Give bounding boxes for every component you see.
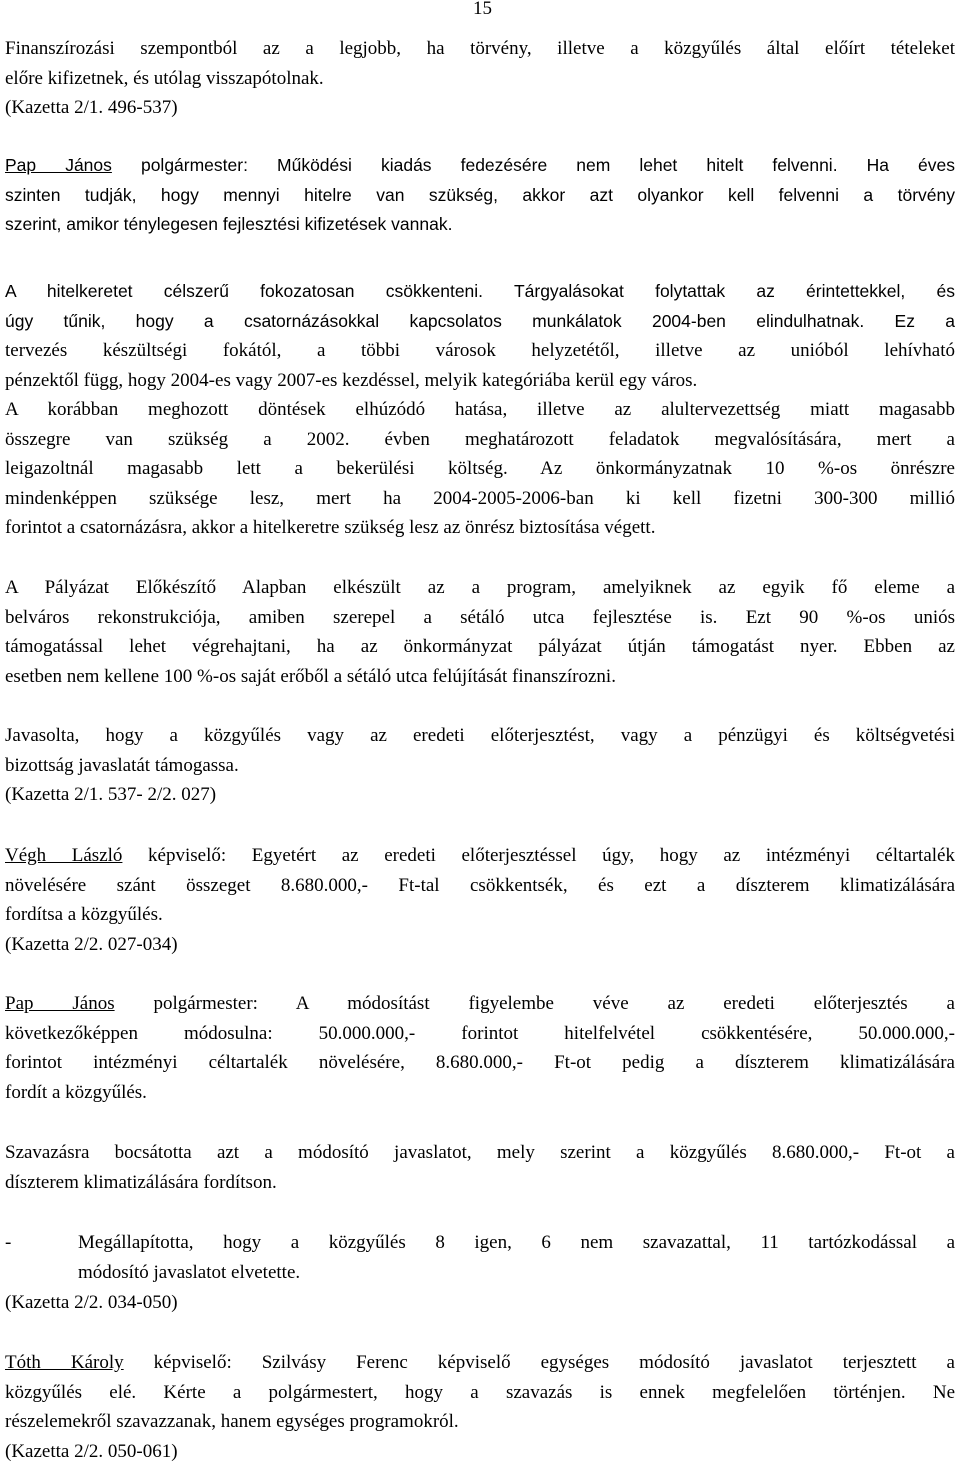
paragraph-line: támogatással lehet végrehajtani, ha az önkormányzat pályázat útján támogatást nyer. Ebben az	[5, 632, 955, 662]
paragraph-line: módosító javaslatot elvetette.	[78, 1258, 955, 1288]
paragraph-line: fordít a közgyűlés.	[5, 1078, 955, 1108]
speaker-text: képviselő: Szilvásy Ferenc képviselő egységes módosító javaslatot terjesztett a	[124, 1352, 955, 1373]
paragraph-mayor-modification	[5, 989, 955, 1107]
paragraph-proposal	[5, 721, 955, 810]
paragraph-line: A korábban meghozott döntések elhúzódó hatása, illetve az alultervezettség miatt magasabb	[5, 395, 955, 425]
paragraph-line: szinten tudják, hogy mennyi hitelre van szükség, akkor azt olyankor kell felvenni a törvény	[5, 181, 955, 211]
paragraph-line: mindenképpen szüksége lesz, mert ha 2004-2005-2006-ban ki kell fizetni 300-300 millió	[5, 484, 955, 514]
paragraph-line	[5, 1348, 955, 1378]
list-dash: -	[5, 1228, 11, 1258]
vote-result-text	[78, 1228, 955, 1287]
paragraph-credit-line	[5, 277, 955, 543]
paragraph-line	[5, 151, 955, 181]
paragraph-line: forintot a csatornázásra, akkor a hitelkeretre szükség lesz az önrész biztosítása végett.	[5, 513, 955, 543]
paragraph-line: részelemekről szavazzanak, hanem egységes programokról.	[5, 1407, 955, 1437]
paragraph-line: forintot intézményi céltartalék növelésére, 8.680.000,- Ft-ot pedig a díszterem klimatizálására	[5, 1048, 955, 1078]
paragraph-tender-fund	[5, 573, 955, 691]
paragraph-line	[5, 989, 955, 1019]
paragraph-line: előre kifizetnek, és utólag visszapótolnak.	[5, 64, 955, 94]
paragraph-vegh-laszlo	[5, 841, 955, 959]
speaker-text: polgármester: A módosítást figyelembe véve az eredeti előterjesztés a	[115, 993, 955, 1014]
paragraph-line: esetben nem kellene 100 %-os saját erőből a sétáló utca felújítását finanszírozni.	[5, 662, 955, 692]
speaker-name: Pap János	[5, 155, 112, 175]
tape-reference: (Kazetta 2/1. 537- 2/2. 027)	[5, 780, 955, 810]
speaker-name: Végh László	[5, 845, 122, 866]
paragraph-line: Finanszírozási szempontból az a legjobb, ha törvény, illetve a közgyűlés által előírt tételeket	[5, 34, 955, 64]
speaker-name: Tóth Károly	[5, 1352, 124, 1373]
paragraph-line: növelésére szánt összeget 8.680.000,- Ft-tal csökkentsék, és ezt a díszterem klimatizálására	[5, 871, 955, 901]
speaker-text: képviselő: Egyetért az eredeti előterjesztéssel úgy, hogy az intézményi céltartalék	[122, 845, 955, 866]
paragraph-line: tervezés készültségi fokától, a többi városok helyzetétől, illetve az unióból lehívható	[5, 336, 955, 366]
paragraph-line: Megállapította, hogy a közgyűlés 8 igen, 6 nem szavazattal, 11 tartózkodással a	[78, 1228, 955, 1258]
paragraph-toth-karoly	[5, 1348, 955, 1466]
tape-reference: (Kazetta 2/2. 034-050)	[5, 1288, 955, 1318]
paragraph-line: A hitelkeretet célszerű fokozatosan csökkenteni. Tárgyalásokat folytattak az érintettekkel, és	[5, 277, 955, 307]
paragraph-line: összegre van szükség a 2002. évben meghatározott feladatok megvalósítására, mert a	[5, 425, 955, 455]
paragraph-line: Szavazásra bocsátotta azt a módosító javaslatot, mely szerint a közgyűlés 8.680.000,- Ft-ot a	[5, 1138, 955, 1168]
page-number: 15	[473, 0, 503, 24]
tape-reference: (Kazetta 2/2. 050-061)	[5, 1437, 955, 1466]
tape-reference-block	[5, 1288, 955, 1318]
speaker-text: polgármester: Működési kiadás fedezésére nem lehet hitelt felvenni. Ha éves	[112, 155, 955, 175]
tape-reference: (Kazetta 2/1. 496-537)	[5, 93, 955, 123]
paragraph-line: Javasolta, hogy a közgyűlés vagy az eredeti előterjesztést, vagy a pénzügyi és költségvetési	[5, 721, 955, 751]
paragraph-financing	[5, 34, 955, 123]
paragraph-line	[5, 841, 955, 871]
paragraph-vote-call	[5, 1138, 955, 1197]
paragraph-line: leigazoltnál magasabb lett a bekerülési költség. Az önkormányzatnak 10 %-os önrészre	[5, 454, 955, 484]
paragraph-line: közgyűlés elé. Kérte a polgármestert, hogy a szavazás is ennek megfelelően történjen. Ne	[5, 1378, 955, 1408]
paragraph-line: bizottság javaslatát támogassa.	[5, 751, 955, 781]
speaker-name: Pap János	[5, 993, 115, 1014]
paragraph-line: belváros rekonstrukciója, amiben szerepel a sétáló utca fejlesztése is. Ezt 90 %-os uniós	[5, 603, 955, 633]
paragraph-line: pénzektől függ, hogy 2004-es vagy 2007-es kezdéssel, melyik kategóriába kerül egy város.	[5, 366, 955, 396]
paragraph-line: díszterem klimatizálására fordítson.	[5, 1168, 955, 1198]
paragraph-line: fordítsa a közgyűlés.	[5, 900, 955, 930]
paragraph-mayor-operating	[5, 151, 955, 240]
paragraph-line: úgy tűnik, hogy a csatornázásokkal kapcsolatos munkálatok 2004-ben elindulhatnak. Ez a	[5, 307, 955, 337]
paragraph-line: következőképpen módosulna: 50.000.000,- forintot hitelfelvétel csökkentésére, 50.000.000,-	[5, 1019, 955, 1049]
tape-reference: (Kazetta 2/2. 027-034)	[5, 930, 955, 960]
paragraph-line: A Pályázat Előkészítő Alapban elkészült az a program, amelyiknek az egyik fő eleme a	[5, 573, 955, 603]
paragraph-line: szerint, amikor ténylegesen fejlesztési kifizetések vannak.	[5, 210, 955, 240]
